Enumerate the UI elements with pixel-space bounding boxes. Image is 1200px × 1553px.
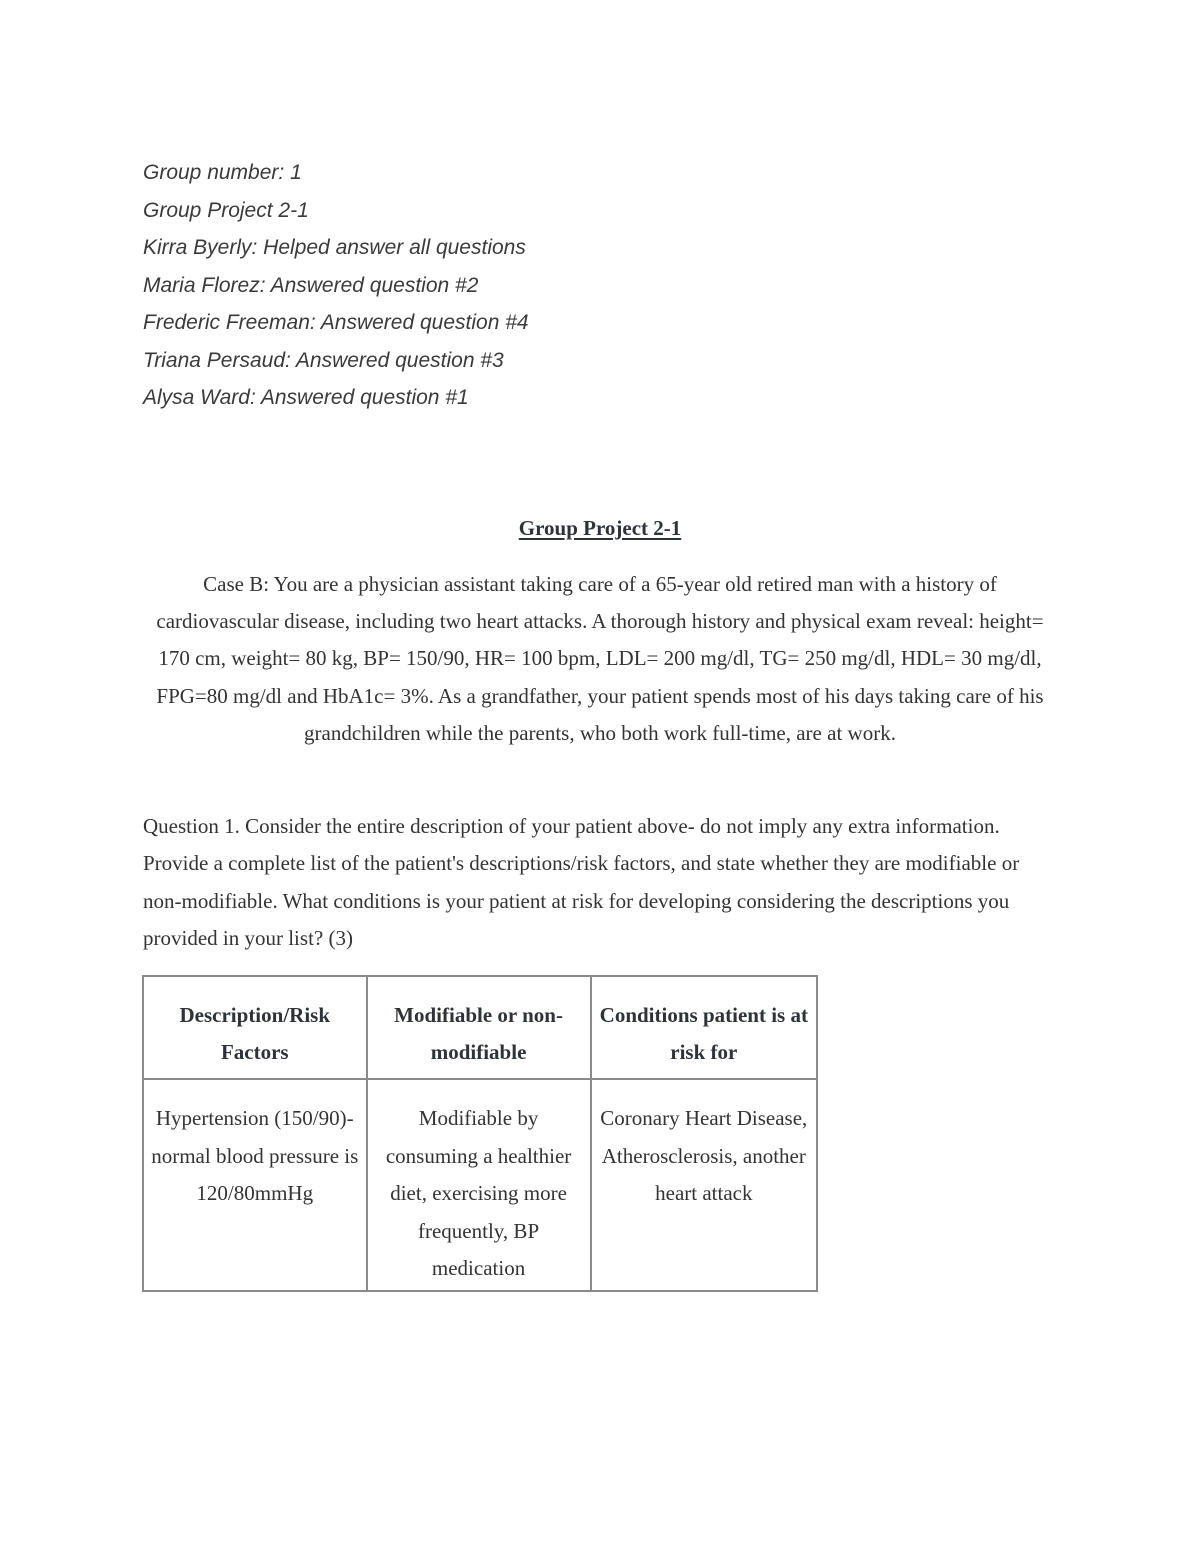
document-title: Group Project 2-1: [518, 516, 682, 540]
question-1-text: Question 1. Consider the entire description of your patient above- do not imply any extra information. Provide a complete list of the patient's descriptions/risk factors, and state whether they are modifiable or non-modifiable. What conditions is your patient at risk for developing considering the descriptions you provided in your list? (3): [143, 814, 1020, 950]
column-header-description: Description/Risk Factors: [143, 976, 367, 1079]
table-cell-modifiable: Modifiable by consuming a healthier diet, exercising more frequently, BP medication: [367, 1079, 591, 1291]
table-row: [143, 1079, 817, 1291]
table-cell-conditions: Coronary Heart Disease, Atherosclerosis, another heart attack: [591, 1079, 817, 1291]
member-contribution-line: Frederic Freeman: Answered question #4: [143, 311, 529, 334]
group-number-line: Group number: 1: [143, 161, 302, 184]
member-contribution-line: Alysa Ward: Answered question #1: [143, 386, 469, 409]
group-info-block: [143, 158, 843, 421]
column-header-conditions: Conditions patient is at risk for: [591, 976, 817, 1079]
case-description: Case B: You are a physician assistant taking care of a 65-year old retired man with a history of cardiovascular disease, including two heart attacks. A thorough history and physical exam reveal: height= 170 cm, weight= 80 kg, BP= 150/90, HR= 100 bpm, LDL= 200 mg/dl, TG= 250 mg/dl, HDL= 30 mg/dl, FPG=80 mg/dl and HbA1c= 3%. As a grandfather, your patient spends most of his days taking care of his grandchildren while the parents, who both work full-time, are at work.: [156, 572, 1044, 745]
risk-factor-table: [142, 975, 818, 1292]
table-header-row: [143, 976, 817, 1079]
member-contribution-line: Triana Persaud: Answered question #3: [143, 348, 504, 372]
member-contribution-line: Kirra Byerly: Helped answer all questions: [143, 236, 526, 259]
member-contribution-line: Maria Florez: Answered question #2: [143, 273, 479, 297]
column-header-modifiable: Modifiable or non-modifiable: [367, 976, 591, 1079]
project-name-line: Group Project 2-1: [143, 198, 309, 222]
table-cell-description: Hypertension (150/90)- normal blood pressure is 120/80mmHg: [143, 1079, 367, 1291]
